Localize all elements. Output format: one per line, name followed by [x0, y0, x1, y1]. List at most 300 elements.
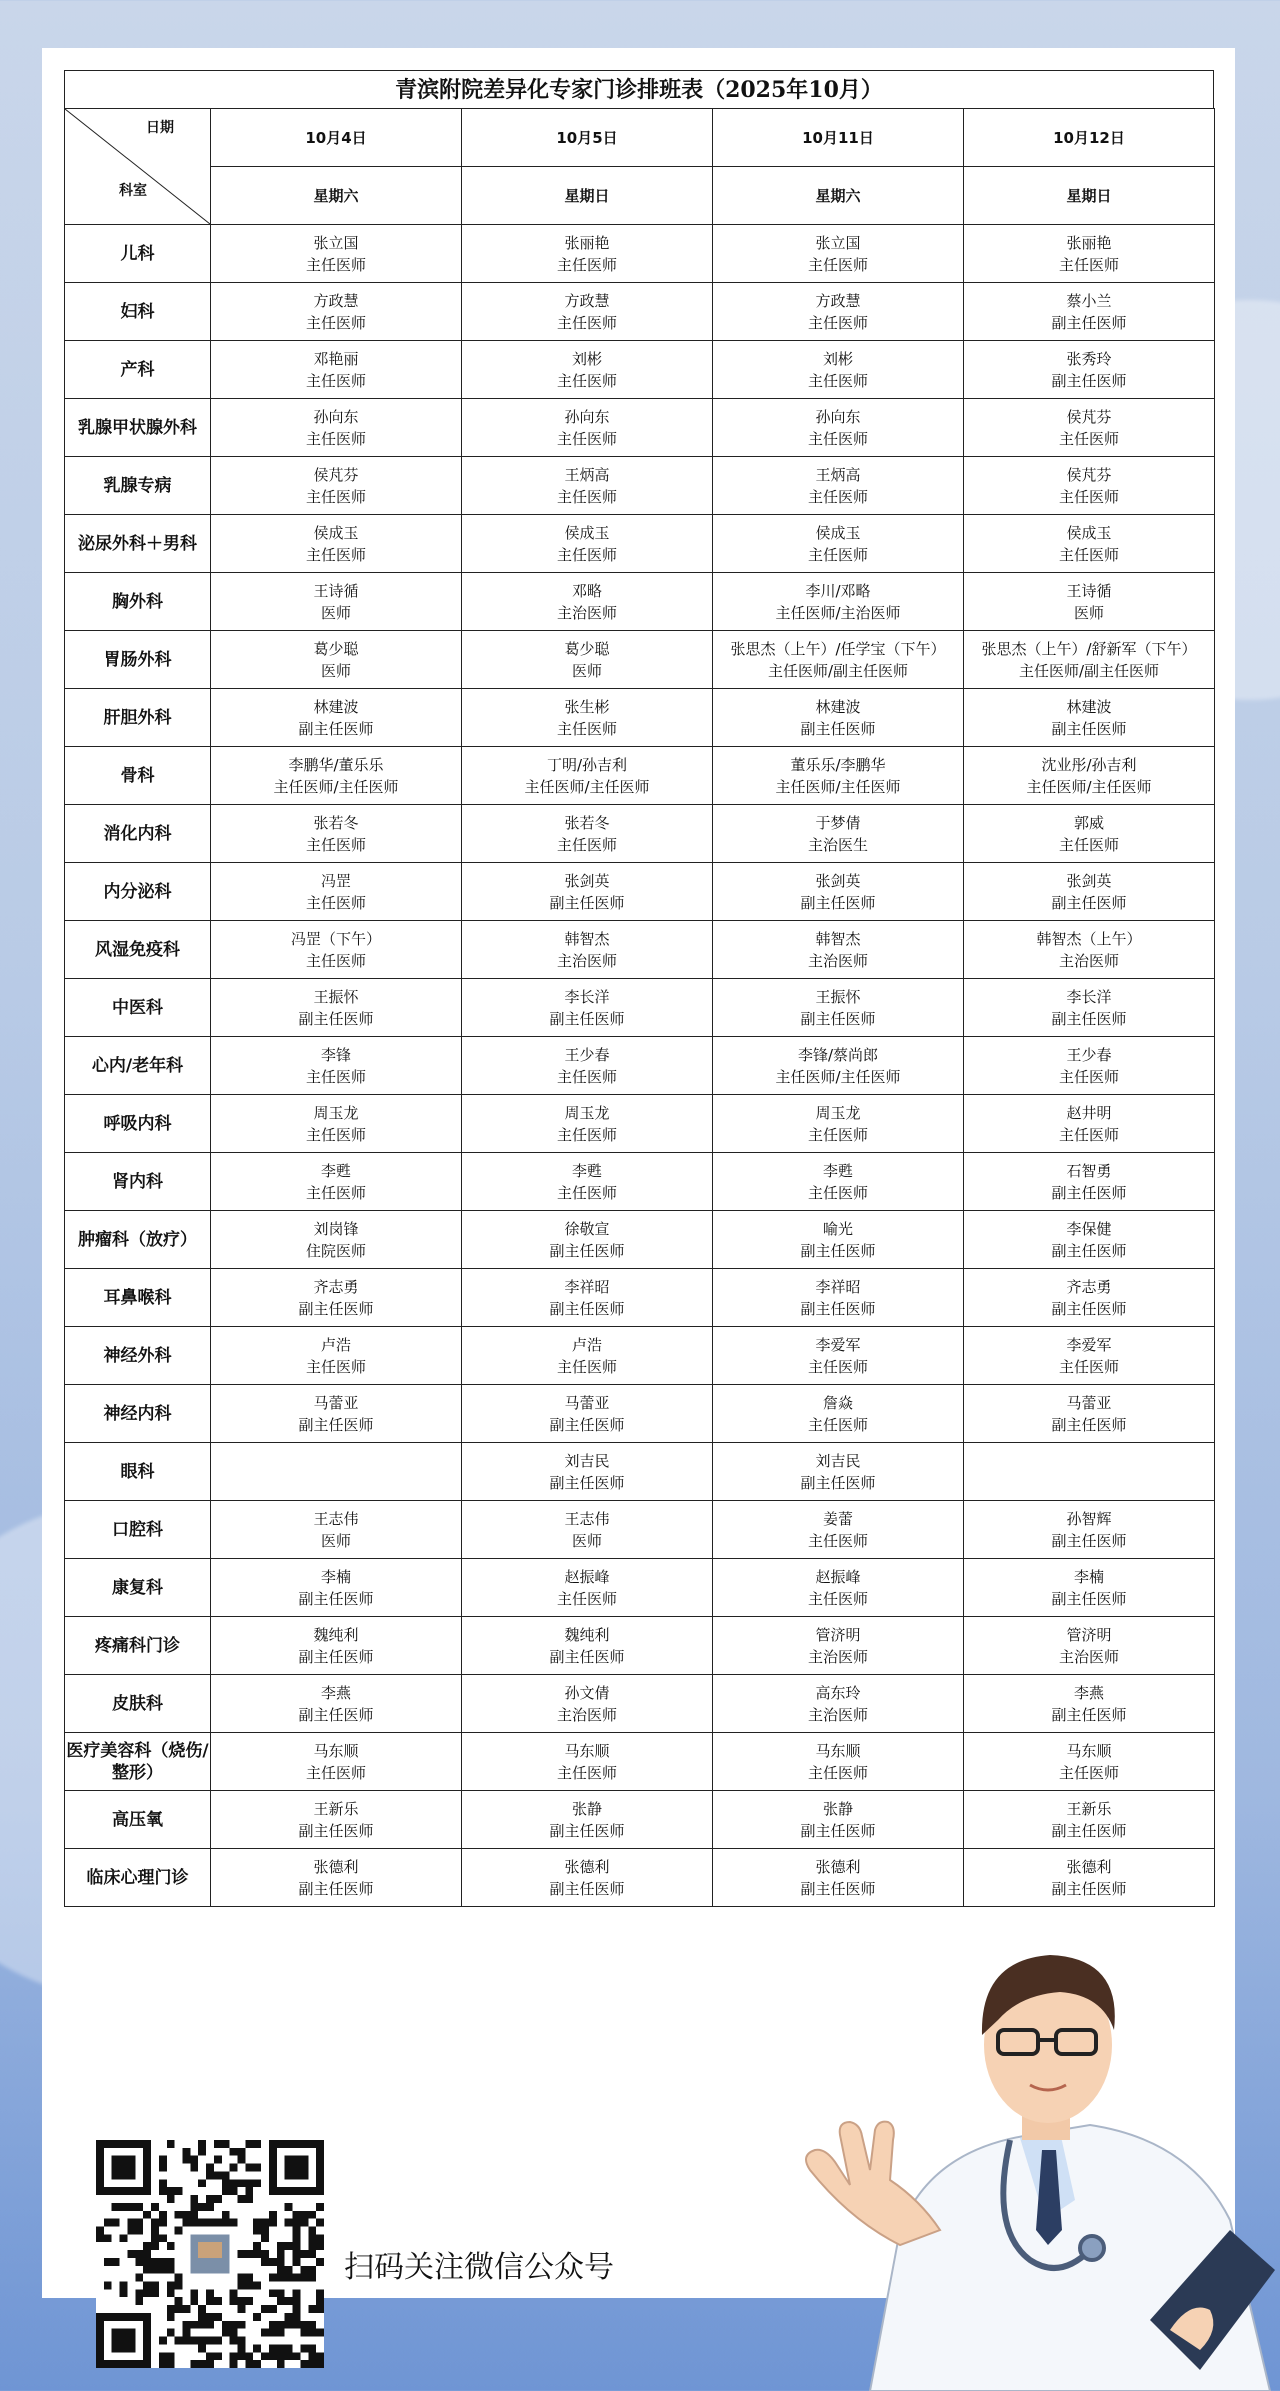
- doctor-title: 医师: [571, 661, 602, 680]
- doctor-title: 主任医师: [305, 487, 366, 506]
- schedule-cell: [211, 921, 462, 979]
- department-cell: 泌尿外科＋男科: [65, 515, 211, 573]
- schedule-cell: [211, 1153, 462, 1211]
- doctor-title: 医师: [320, 661, 351, 680]
- schedule-cell: [462, 1269, 713, 1327]
- doctor-title: 主任医师: [305, 1763, 366, 1782]
- doctor-name: 韩智杰: [564, 929, 610, 948]
- schedule-cell: [713, 1849, 964, 1907]
- schedule-cell: [462, 1327, 713, 1385]
- doctor-title: 主任医师: [807, 429, 868, 448]
- department-cell: 高压氧: [65, 1791, 211, 1849]
- doctor-title: 副主任医师: [298, 1415, 374, 1434]
- doctor-title: 主任医师: [807, 545, 868, 564]
- table-row: [65, 1327, 1215, 1385]
- doctor-title: 副主任医师: [298, 1821, 374, 1840]
- doctor-name: 侯成玉: [1066, 523, 1112, 542]
- doctor-name: 侯芃芬: [313, 465, 359, 484]
- schedule-cell: [713, 1733, 964, 1791]
- doctor-title: 副主任医师: [1051, 1531, 1127, 1550]
- department-cell: 心内/老年科: [65, 1037, 211, 1095]
- schedule-cell: [211, 1791, 462, 1849]
- doctor-title: 主任医师/主任医师: [775, 1067, 901, 1086]
- doctor-name: 马蕾亚: [564, 1393, 610, 1412]
- schedule-cell: [713, 573, 964, 631]
- schedule-cell: [211, 225, 462, 283]
- doctor-title: 主治医师: [1058, 951, 1119, 970]
- doctor-name: 张立国: [313, 233, 359, 252]
- doctor-title: 副主任医师: [298, 1647, 374, 1666]
- table-row: [65, 573, 1215, 631]
- doctor-title: 副主任医师: [800, 719, 876, 738]
- schedule-cell: [462, 1617, 713, 1675]
- doctor-name: 王少春: [1066, 1045, 1112, 1064]
- schedule-cell: [462, 747, 713, 805]
- doctor-title: 主任医师: [305, 951, 366, 970]
- schedule-cell: [964, 225, 1215, 283]
- doctor-name: 孙智辉: [1066, 1509, 1112, 1528]
- doctor-name: 李鹏华/董乐乐: [288, 755, 384, 774]
- corner-header: [65, 109, 211, 225]
- schedule-cell: [462, 1849, 713, 1907]
- doctor-name: 侯成玉: [815, 523, 861, 542]
- department-cell: 神经外科: [65, 1327, 211, 1385]
- table-row: [65, 1385, 1215, 1443]
- doctor-title: 主治医师: [807, 1705, 868, 1724]
- doctor-name: 王诗循: [313, 581, 359, 600]
- doctor-title: 主任医师: [305, 429, 366, 448]
- doctor-name: 魏纯利: [564, 1625, 610, 1644]
- schedule-cell: [713, 979, 964, 1037]
- schedule-cell: [964, 979, 1215, 1037]
- schedule-cell: [211, 631, 462, 689]
- department-cell: 疼痛科门诊: [65, 1617, 211, 1675]
- weekday-header: 星期日: [462, 167, 713, 225]
- schedule-cell: [713, 631, 964, 689]
- doctor-title: 主任医师: [305, 1357, 366, 1376]
- table-row: [65, 1211, 1215, 1269]
- doctor-title: 主任医师: [305, 371, 366, 390]
- schedule-cell: [462, 1095, 713, 1153]
- department-cell: 眼科: [65, 1443, 211, 1501]
- doctor-title: 副主任医师: [549, 1415, 625, 1434]
- doctor-title: 主治医师: [556, 603, 617, 622]
- doctor-name: 张丽艳: [564, 233, 610, 252]
- department-cell: 耳鼻喉科: [65, 1269, 211, 1327]
- department-cell: 乳腺专病: [65, 457, 211, 515]
- schedule-cell: [713, 1559, 964, 1617]
- doctor-name: 方政慧: [815, 291, 861, 310]
- schedule-cell: [964, 1269, 1215, 1327]
- doctor-title: 副主任医师: [1051, 1589, 1127, 1608]
- schedule-cell: [462, 225, 713, 283]
- doctor-title: 副主任医师: [800, 1821, 876, 1840]
- schedule-cell: [211, 515, 462, 573]
- date-header-row: [65, 109, 1215, 167]
- doctor-name: 马东顺: [564, 1741, 610, 1760]
- doctor-name: 李爱军: [815, 1335, 861, 1354]
- doctor-name: 孙向东: [564, 407, 610, 426]
- doctor-title: 副主任医师: [549, 1009, 625, 1028]
- department-cell: 医疗美容科（烧伤/整形）: [65, 1733, 211, 1791]
- table-row: [65, 457, 1215, 515]
- doctor-name: 王炳高: [815, 465, 861, 484]
- doctor-title: 主任医师: [305, 255, 366, 274]
- schedule-cell: [713, 805, 964, 863]
- schedule-cell: [964, 1675, 1215, 1733]
- doctor-name: 张德利: [313, 1857, 359, 1876]
- doctor-name: 卢浩: [571, 1335, 602, 1354]
- schedule-cell: [211, 457, 462, 515]
- doctor-title: 副主任医师: [549, 893, 625, 912]
- doctor-title: 副主任医师: [298, 1589, 374, 1608]
- schedule-cell: [462, 921, 713, 979]
- doctor-name: 周玉龙: [815, 1103, 861, 1122]
- table-row: [65, 979, 1215, 1037]
- doctor-name: 林建波: [815, 697, 861, 716]
- schedule-cell: [964, 1385, 1215, 1443]
- doctor-name: 李祥昭: [815, 1277, 861, 1296]
- schedule-cell: [462, 1791, 713, 1849]
- doctor-title: 医师: [1073, 603, 1104, 622]
- doctor-name: 赵振峰: [815, 1567, 861, 1586]
- table-row: [65, 1153, 1215, 1211]
- weekday-header: 星期日: [964, 167, 1215, 225]
- qr-code[interactable]: [96, 2140, 324, 2368]
- doctor-name: 齐志勇: [313, 1277, 359, 1296]
- schedule-cell: [964, 1153, 1215, 1211]
- doctor-title: 副主任医师: [549, 1879, 625, 1898]
- department-cell: 中医科: [65, 979, 211, 1037]
- doctor-name: 喻光: [822, 1219, 853, 1238]
- doctor-name: 韩智杰: [815, 929, 861, 948]
- doctor-name: 林建波: [1066, 697, 1112, 716]
- department-cell: 神经内科: [65, 1385, 211, 1443]
- doctor-title: 医师: [320, 1531, 351, 1550]
- schedule-cell: [462, 1037, 713, 1095]
- schedule-cell: [964, 1095, 1215, 1153]
- doctor-name: 周玉龙: [564, 1103, 610, 1122]
- doctor-name: 王振怀: [815, 987, 861, 1006]
- department-cell: 儿科: [65, 225, 211, 283]
- schedule-cell: [713, 225, 964, 283]
- doctor-name: 邓略: [571, 581, 602, 600]
- doctor-title: 副主任医师: [1051, 893, 1127, 912]
- doctor-name: 张秀玲: [1066, 349, 1112, 368]
- schedule-cell: [964, 805, 1215, 863]
- schedule-cell: [462, 1501, 713, 1559]
- doctor-name: 李川/邓略: [805, 581, 871, 600]
- doctor-title: 主任医师: [807, 1531, 868, 1550]
- schedule-cell: [964, 631, 1215, 689]
- doctor-name: 刘岗锋: [313, 1219, 359, 1238]
- schedule-cell: [713, 1617, 964, 1675]
- doctor-name: 张若冬: [564, 813, 610, 832]
- schedule-cell: [211, 1733, 462, 1791]
- doctor-name: 王新乐: [313, 1799, 359, 1818]
- schedule-cell: [713, 399, 964, 457]
- doctor-name: 邓艳丽: [313, 349, 359, 368]
- schedule-cell: [713, 1385, 964, 1443]
- schedule-cell: [211, 1037, 462, 1095]
- table-row: [65, 225, 1215, 283]
- department-cell: 胸外科: [65, 573, 211, 631]
- schedule-cell: [964, 1037, 1215, 1095]
- doctor-title: 主任医师: [1058, 1763, 1119, 1782]
- schedule-cell: [964, 1501, 1215, 1559]
- schedule-cell: [211, 689, 462, 747]
- doctor-name: 李甦: [320, 1161, 351, 1180]
- doctor-name: 李燕: [1073, 1683, 1104, 1702]
- doctor-title: 主任医师: [305, 1067, 366, 1086]
- department-cell: 皮肤科: [65, 1675, 211, 1733]
- doctor-name: 葛少聪: [564, 639, 610, 658]
- doctor-title: 主任医师: [556, 487, 617, 506]
- table-row: [65, 631, 1215, 689]
- department-cell: 康复科: [65, 1559, 211, 1617]
- doctor-title: 主任医师: [807, 371, 868, 390]
- doctor-name: 刘彬: [571, 349, 602, 368]
- doctor-title: 主治医师: [807, 951, 868, 970]
- doctor-title: 副主任医师: [549, 1299, 625, 1318]
- schedule-cell: [713, 1037, 964, 1095]
- schedule-cell: [462, 863, 713, 921]
- doctor-title: 主任医师: [556, 1763, 617, 1782]
- department-cell: 消化内科: [65, 805, 211, 863]
- schedule-cell: [462, 1559, 713, 1617]
- doctor-title: 主任医师: [305, 313, 366, 332]
- schedule-cell: [713, 689, 964, 747]
- schedule-cell: [964, 1559, 1215, 1617]
- doctor-name: 齐志勇: [1066, 1277, 1112, 1296]
- schedule-cell: [462, 805, 713, 863]
- doctor-name: 高东玲: [815, 1683, 861, 1702]
- doctor-name: 魏纯利: [313, 1625, 359, 1644]
- schedule-cell: [462, 283, 713, 341]
- schedule-cell: [211, 1443, 462, 1501]
- schedule-cell: [964, 863, 1215, 921]
- table-row: [65, 1443, 1215, 1501]
- doctor-title: 副主任医师: [800, 1299, 876, 1318]
- doctor-name: 王少春: [564, 1045, 610, 1064]
- doctor-name: 马东顺: [313, 1741, 359, 1760]
- doctor-title: 副主任医师: [549, 1241, 625, 1260]
- doctor-title: 主任医师: [1058, 545, 1119, 564]
- doctor-name: 李锋: [320, 1045, 351, 1064]
- schedule-cell: [964, 1327, 1215, 1385]
- doctor-name: 张静: [822, 1799, 853, 1818]
- schedule-cell: [964, 1617, 1215, 1675]
- schedule-cell: [211, 341, 462, 399]
- doctor-title: 主任医师: [1058, 1067, 1119, 1086]
- doctor-name: 侯芃芬: [1066, 465, 1112, 484]
- schedule-cell: [964, 1443, 1215, 1501]
- doctor-name: 张静: [571, 1799, 602, 1818]
- doctor-name: 张丽艳: [1066, 233, 1112, 252]
- weekday-header: 星期六: [713, 167, 964, 225]
- schedule-cell: [211, 1385, 462, 1443]
- doctor-title: 主任医师: [1058, 835, 1119, 854]
- doctor-title: 主任医师: [305, 545, 366, 564]
- doctor-name: 周玉龙: [313, 1103, 359, 1122]
- doctor-name: 马蕾亚: [313, 1393, 359, 1412]
- doctor-name: 侯成玉: [313, 523, 359, 542]
- diagonal-line: [65, 109, 210, 224]
- schedule-cell: [713, 1211, 964, 1269]
- schedule-cell: [462, 573, 713, 631]
- table-row: [65, 1501, 1215, 1559]
- doctor-title: 副主任医师: [1051, 1415, 1127, 1434]
- doctor-title: 主治医师: [1058, 1647, 1119, 1666]
- department-cell: 肾内科: [65, 1153, 211, 1211]
- doctor-title: 主任医师: [807, 1763, 868, 1782]
- doctor-name: 王诗循: [1066, 581, 1112, 600]
- doctor-title: 副主任医师: [1051, 1241, 1127, 1260]
- doctor-title: 主任医师: [807, 1589, 868, 1608]
- schedule-cell: [964, 689, 1215, 747]
- doctor-name: 石智勇: [1066, 1161, 1112, 1180]
- doctor-name: 方政慧: [313, 291, 359, 310]
- doctor-title: 副主任医师: [298, 1705, 374, 1724]
- department-cell: 呼吸内科: [65, 1095, 211, 1153]
- schedule-cell: [964, 399, 1215, 457]
- department-cell: 肿瘤科（放疗）: [65, 1211, 211, 1269]
- doctor-title: 主任医师/副主任医师: [767, 661, 909, 680]
- schedule-cell: [462, 979, 713, 1037]
- doctor-name: 詹焱: [822, 1393, 853, 1412]
- doctor-name: 李楠: [1073, 1567, 1104, 1586]
- schedule-cell: [713, 457, 964, 515]
- doctor-name: 沈业彤/孙吉利: [1041, 755, 1137, 774]
- doctor-name: 林建波: [313, 697, 359, 716]
- doctor-title: 副主任医师: [1051, 1009, 1127, 1028]
- schedule-cell: [462, 1385, 713, 1443]
- table-row: [65, 1269, 1215, 1327]
- doctor-name: 王志伟: [564, 1509, 610, 1528]
- doctor-name: 张思杰（上午）/任学宝（下午）: [730, 639, 946, 658]
- doctor-name: 郭威: [1073, 813, 1104, 832]
- schedule-cell: [713, 1675, 964, 1733]
- doctor-title: 医师: [320, 603, 351, 622]
- doctor-name: 方政慧: [564, 291, 610, 310]
- doctor-title: 副主任医师: [549, 1473, 625, 1492]
- doctor-title: 主任医师: [1058, 255, 1119, 274]
- schedule-cell: [713, 1327, 964, 1385]
- doctor-title: 主任医师: [556, 1125, 617, 1144]
- doctor-name: 刘彬: [822, 349, 853, 368]
- schedule-cell: [211, 863, 462, 921]
- schedule-cell: [964, 457, 1215, 515]
- doctor-title: 主任医师: [1058, 487, 1119, 506]
- schedule-cell: [713, 1269, 964, 1327]
- doctor-title: 主任医师: [807, 1415, 868, 1434]
- doctor-title: 主治医师: [807, 1647, 868, 1666]
- doctor-title: 副主任医师: [298, 1879, 374, 1898]
- date-header: 10月5日: [462, 109, 713, 167]
- date-header: 10月4日: [211, 109, 462, 167]
- doctor-name: 赵井明: [1066, 1103, 1112, 1122]
- doctor-title: 主任医师/主任医师: [524, 777, 650, 796]
- schedule-cell: [462, 1153, 713, 1211]
- doctor-name: 张德利: [564, 1857, 610, 1876]
- schedule-table: [64, 108, 1215, 1907]
- doctor-name: 徐敬宣: [564, 1219, 610, 1238]
- schedule-cell: [713, 863, 964, 921]
- schedule-cell: [964, 341, 1215, 399]
- doctor-title: 主任医师: [1058, 1125, 1119, 1144]
- doctor-title: 主任医师: [556, 545, 617, 564]
- doctor-name: 张剑英: [1066, 871, 1112, 890]
- schedule-cell: [713, 1791, 964, 1849]
- doctor-title: 主任医师: [305, 835, 366, 854]
- schedule-cell: [462, 631, 713, 689]
- table-row: [65, 1791, 1215, 1849]
- qr-caption: 扫码关注微信公众号: [344, 2250, 614, 2285]
- qr-code-icon: [96, 2140, 324, 2368]
- schedule-cell: [713, 283, 964, 341]
- doctor-name: 张生彬: [564, 697, 610, 716]
- doctor-title: 主任医师: [1058, 429, 1119, 448]
- department-cell: 内分泌科: [65, 863, 211, 921]
- doctor-title: 主任医师/主任医师: [1026, 777, 1152, 796]
- schedule-cell: [713, 1443, 964, 1501]
- schedule-cell: [964, 1733, 1215, 1791]
- schedule-cell: [713, 921, 964, 979]
- department-cell: 临床心理门诊: [65, 1849, 211, 1907]
- doctor-title: 副主任医师: [298, 1009, 374, 1028]
- doctor-name: 李长洋: [564, 987, 610, 1006]
- table-row: [65, 1733, 1215, 1791]
- weekday-header: 星期六: [211, 167, 462, 225]
- table-row: [65, 1037, 1215, 1095]
- schedule-cell: [462, 1443, 713, 1501]
- doctor-name: 赵振峰: [564, 1567, 610, 1586]
- doctor-name: 李甦: [822, 1161, 853, 1180]
- doctor-title: 副主任医师: [1051, 719, 1127, 738]
- doctor-title: 主任医师/主任医师: [775, 777, 901, 796]
- schedule-cell: [713, 341, 964, 399]
- doctor-name: 李长洋: [1066, 987, 1112, 1006]
- schedule-cell: [462, 515, 713, 573]
- doctor-title: 主任医师: [556, 719, 617, 738]
- schedule-cell: [713, 747, 964, 805]
- doctor-title: 副主任医师: [1051, 1879, 1127, 1898]
- doctor-title: 主任医师: [305, 1125, 366, 1144]
- doctor-title: 主任医师: [556, 313, 617, 332]
- schedule-cell: [462, 1733, 713, 1791]
- doctor-title: 医师: [571, 1531, 602, 1550]
- doctor-title: 副主任医师: [1051, 1821, 1127, 1840]
- schedule-cell: [462, 457, 713, 515]
- schedule-cell: [211, 747, 462, 805]
- doctor-name: 侯芃芬: [1066, 407, 1112, 426]
- doctor-name: 李锋/蔡尚郎: [797, 1045, 879, 1064]
- doctor-title: 主任医师: [807, 1125, 868, 1144]
- department-cell: 口腔科: [65, 1501, 211, 1559]
- table-row: [65, 1095, 1215, 1153]
- doctor-title: 副主任医师: [1051, 1299, 1127, 1318]
- schedule-cell: [964, 1211, 1215, 1269]
- schedule-cell: [211, 1501, 462, 1559]
- department-cell: 乳腺甲状腺外科: [65, 399, 211, 457]
- doctor-title: 副主任医师: [298, 719, 374, 738]
- doctor-name: 于梦倩: [815, 813, 861, 832]
- table-row: [65, 1675, 1215, 1733]
- schedule-cell: [211, 1675, 462, 1733]
- department-cell: 风湿免疫科: [65, 921, 211, 979]
- doctor-name: 丁明/孙吉利: [546, 755, 628, 774]
- table-row: [65, 921, 1215, 979]
